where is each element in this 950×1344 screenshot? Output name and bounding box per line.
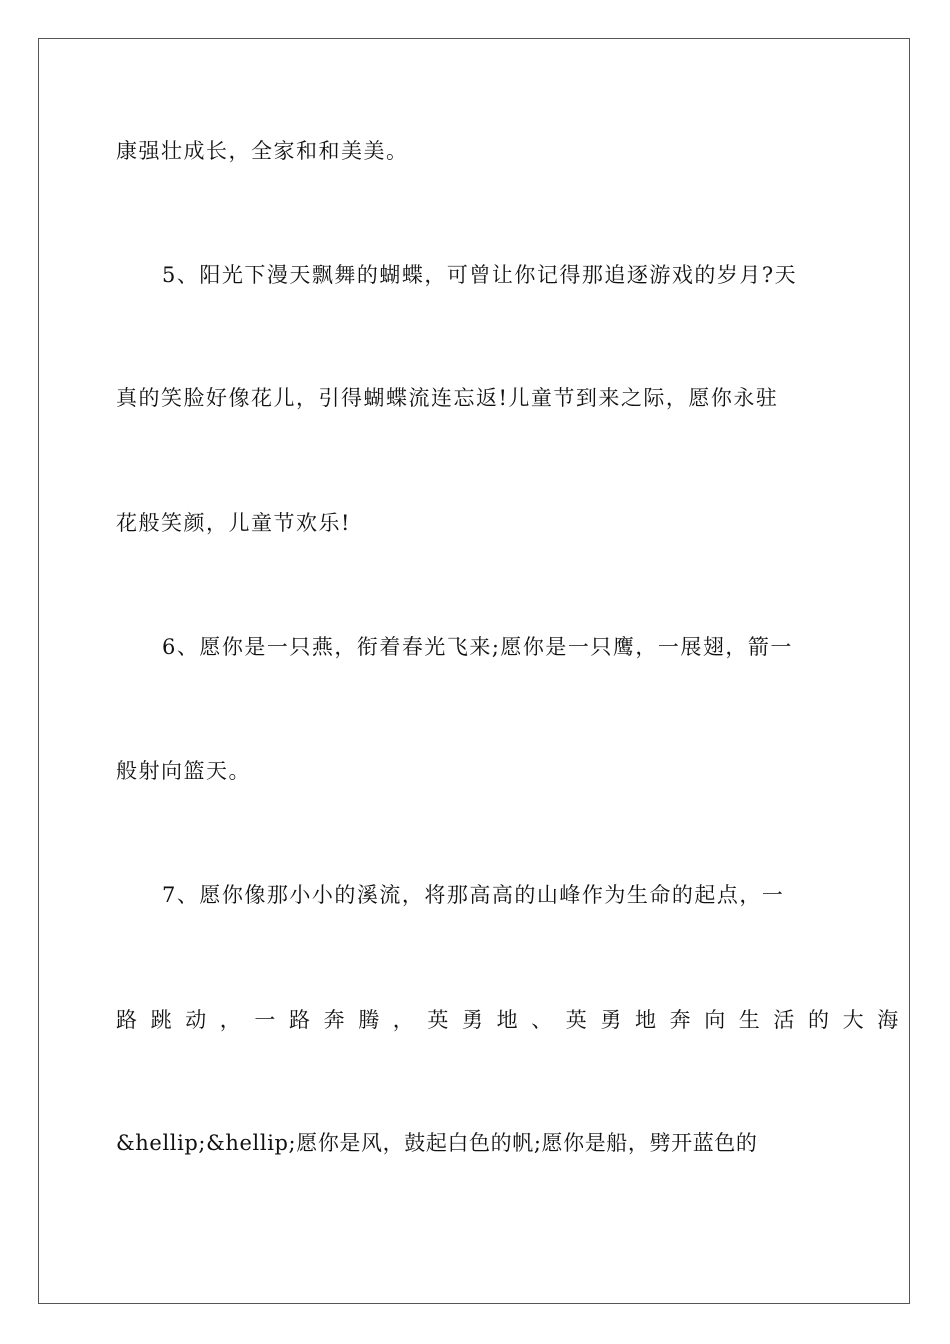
text-line-4: 花般笑颜，儿童节欢乐! xyxy=(116,511,351,535)
text-line-6: 般射向篮天。 xyxy=(116,759,251,783)
text-line-9: &hellip;&hellip;愿你是风，鼓起白色的帆;愿你是船，劈开蓝色的 xyxy=(116,1131,758,1155)
text-line-5: 6、愿你是一只燕，衔着春光飞来;愿你是一只鹰，一展翅，箭一 xyxy=(162,635,793,659)
page-frame xyxy=(38,38,910,1304)
text-line-3: 真的笑脸好像花儿，引得蝴蝶流连忘返!儿童节到来之际，愿你永驻 xyxy=(116,386,779,410)
text-line-7: 7、愿你像那小小的溪流，将那高高的山峰作为生命的起点，一 xyxy=(162,883,785,907)
text-line-1: 康强壮成长，全家和和美美。 xyxy=(116,139,409,163)
text-line-2: 5、阳光下漫天飘舞的蝴蝶，可曾让你记得那追逐游戏的岁月?天 xyxy=(162,263,798,287)
text-line-8: 路跳动，一路奔腾，英勇地、英勇地奔向生活的大海 xyxy=(116,1008,912,1032)
